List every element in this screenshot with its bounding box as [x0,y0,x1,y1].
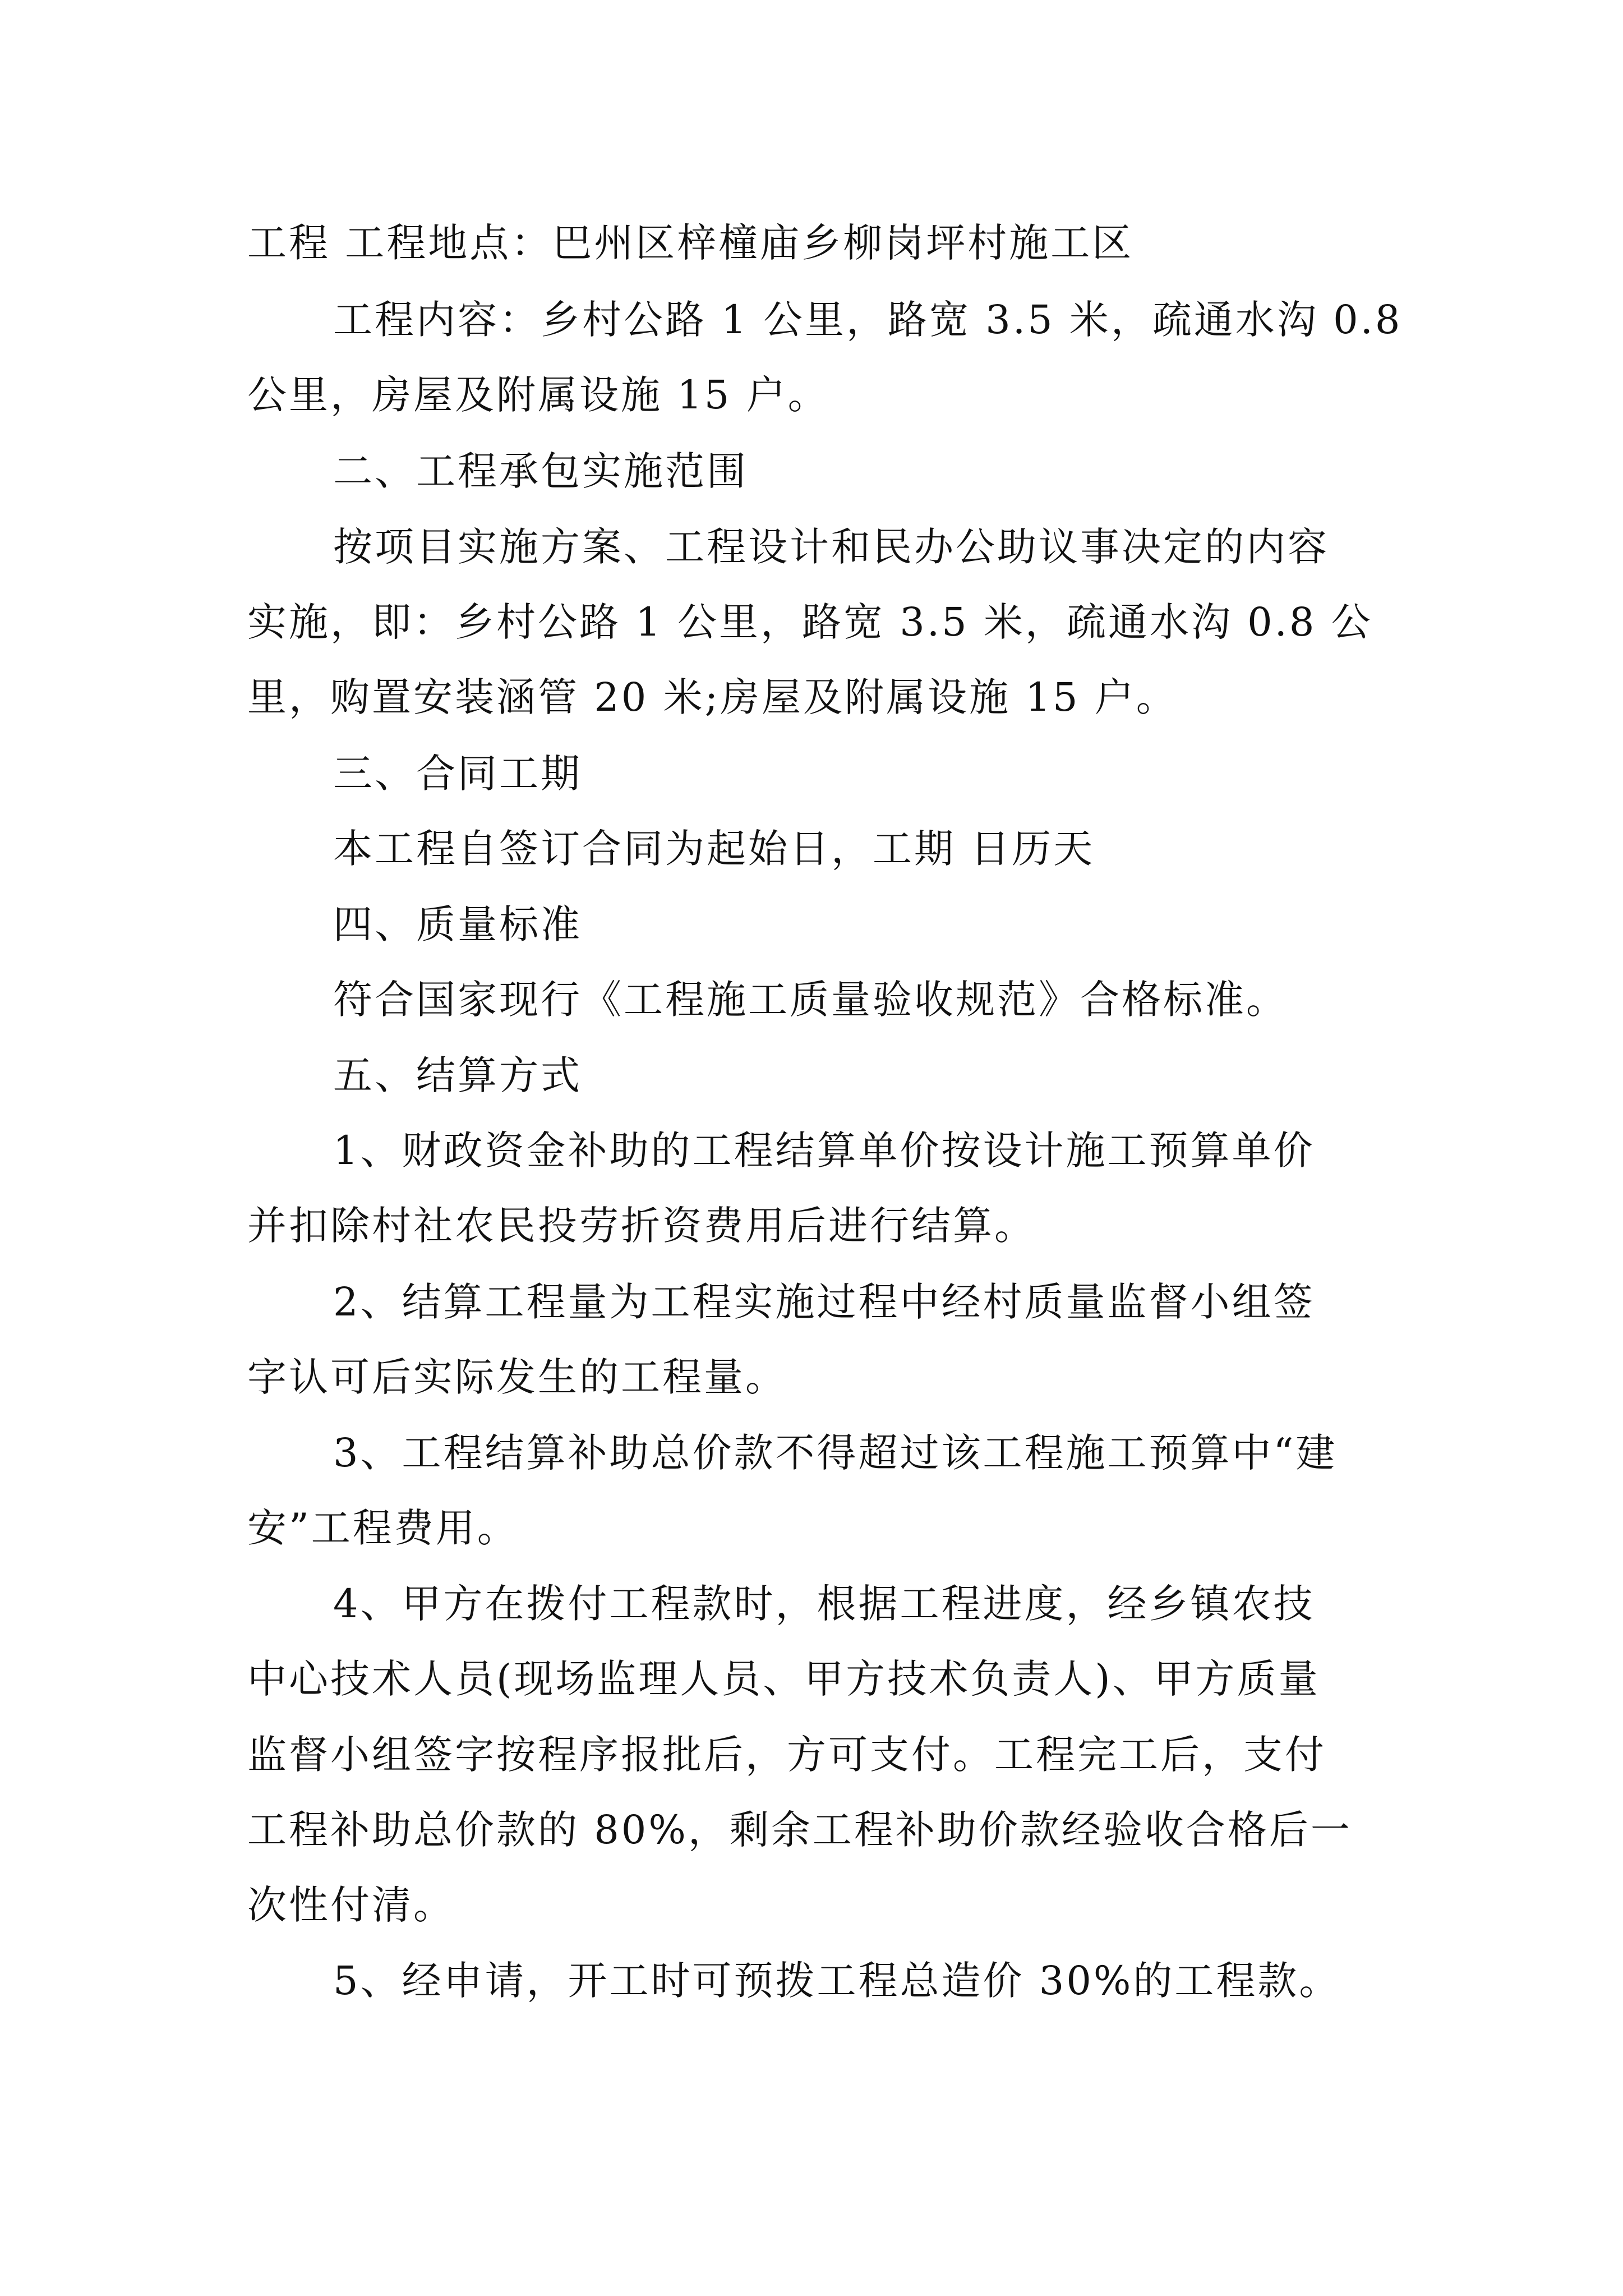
section-heading: 四、质量标准 [333,901,582,947]
text-line: 按项目实施方案、工程设计和民办公助议事决定的内容 [333,524,1329,570]
text-line: 实施，即：乡村公路 1 公里，路宽 3.5 米，疏通水沟 0.8 公 [247,599,1373,645]
text-line: 字认可后实际发生的工程量。 [247,1354,787,1400]
text-line: 本工程自签订合同为起始日，工期 日历天 [333,826,1095,872]
section-heading: 五、结算方式 [333,1052,582,1098]
text-line: 工程补助总价款的 80%，剩余工程补助价款经验收合格后一 [247,1807,1352,1853]
text-line: 里，购置安装涵管 20 米;房屋及附属设施 15 户。 [247,674,1178,720]
text-line: 3、工程结算补助总价款不得超过该工程施工预算中“建 [333,1430,1338,1476]
section-heading: 三、合同工期 [333,751,582,797]
text-line: 符合国家现行《工程施工质量验收规范》合格标准。 [333,977,1288,1023]
text-line: 2、结算工程量为工程实施过程中经村质量监督小组签 [333,1279,1315,1325]
text-line: 5、经申请，开工时可预拨工程总造价 30%的工程款。 [333,1958,1341,2004]
text-line: 工程 工程地点：巴州区梓橦庙乡柳岗坪村施工区 [247,220,1134,266]
section-heading: 二、工程承包实施范围 [333,448,748,494]
text-line: 并扣除村社农民投劳折资费用后进行结算。 [247,1203,1036,1249]
text-line: 次性付清。 [247,1882,455,1928]
text-line: 安”工程费用。 [247,1505,519,1551]
text-line: 监督小组签字按程序报批后，方可支付。工程完工后，支付 [247,1732,1326,1778]
text-line: 4、甲方在拨付工程款时，根据工程进度，经乡镇农技 [333,1581,1315,1627]
text-line: 中心技术人员(现场监理人员、甲方技术负责人)、甲方质量 [247,1656,1320,1702]
text-line: 1、财政资金补助的工程结算单价按设计施工预算单价 [333,1128,1315,1174]
text-line: 工程内容：乡村公路 1 公里，路宽 3.5 米，疏通水沟 0.8 [333,297,1403,343]
text-line: 公里，房屋及附属设施 15 户。 [247,372,829,418]
